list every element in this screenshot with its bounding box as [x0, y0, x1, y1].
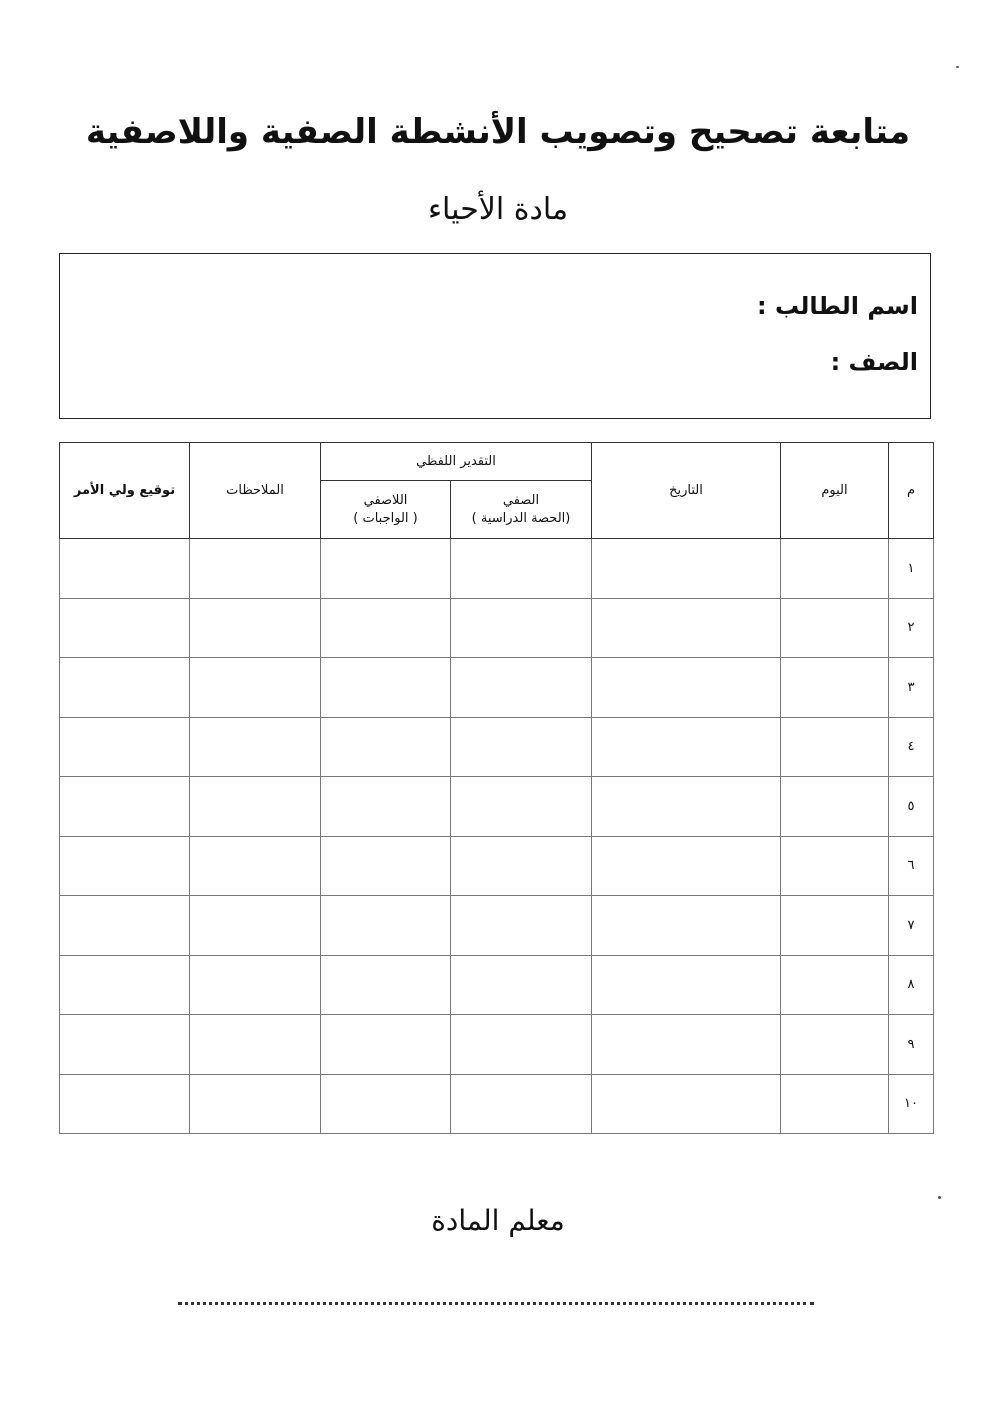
- day-cell[interactable]: [781, 1015, 889, 1075]
- day-cell[interactable]: [781, 717, 889, 777]
- row-index: ٧: [889, 896, 934, 956]
- header-date: التاريخ: [592, 443, 781, 539]
- in-class-cell[interactable]: [451, 777, 592, 837]
- notes-cell[interactable]: [190, 1074, 321, 1134]
- table-body: [60, 539, 934, 1134]
- scan-speck: [938, 1196, 941, 1199]
- teacher-label: معلم المادة: [431, 1204, 565, 1237]
- signature-cell[interactable]: [60, 896, 190, 956]
- signature-cell[interactable]: [60, 1074, 190, 1134]
- header-out-class-title: اللاصفي: [363, 492, 408, 508]
- date-cell[interactable]: [592, 896, 781, 956]
- header-verbal-grade: التقدير اللفظي: [321, 443, 592, 481]
- signature-cell[interactable]: [60, 955, 190, 1015]
- table-row: [60, 1074, 934, 1134]
- in-class-cell[interactable]: [451, 1015, 592, 1075]
- subject-heading: مادة الأحياء: [427, 192, 569, 227]
- table-row: [60, 1015, 934, 1075]
- notes-cell[interactable]: [190, 658, 321, 718]
- in-class-cell[interactable]: [451, 539, 592, 599]
- row-index: ٥: [889, 777, 934, 837]
- table-row: [60, 598, 934, 658]
- page-title: متابعة تصحيح وتصويب الأنشطة الصفية واللاصفية: [85, 112, 911, 152]
- header-guardian-signature: توقيع ولي الأمر: [60, 443, 190, 539]
- notes-cell[interactable]: [190, 836, 321, 896]
- table-row: [60, 717, 934, 777]
- header-day: اليوم: [781, 443, 889, 539]
- header-out-class: [321, 481, 451, 539]
- header-in-class-note: (الحصة الدراسية ): [471, 510, 571, 526]
- signature-cell[interactable]: [60, 598, 190, 658]
- table-row: [60, 836, 934, 896]
- table-row: [60, 777, 934, 837]
- student-name-label: اسم الطالب :: [756, 292, 918, 320]
- notes-cell[interactable]: [190, 598, 321, 658]
- row-index: ٣: [889, 658, 934, 718]
- in-class-cell[interactable]: [451, 717, 592, 777]
- day-cell[interactable]: [781, 539, 889, 599]
- in-class-cell[interactable]: [451, 896, 592, 956]
- signature-dotted-line: [178, 1290, 814, 1305]
- date-cell[interactable]: [592, 836, 781, 896]
- header-in-class-title: الصفي: [502, 492, 540, 508]
- table-row: [60, 955, 934, 1015]
- signature-cell[interactable]: [60, 539, 190, 599]
- in-class-cell[interactable]: [451, 658, 592, 718]
- day-cell[interactable]: [781, 896, 889, 956]
- header-notes: الملاحظات: [190, 443, 321, 539]
- out-class-cell[interactable]: [321, 955, 451, 1015]
- class-label: الصف :: [830, 348, 918, 376]
- day-cell[interactable]: [781, 836, 889, 896]
- notes-cell[interactable]: [190, 539, 321, 599]
- table-row: [60, 539, 934, 599]
- out-class-cell[interactable]: [321, 896, 451, 956]
- row-index: ٤: [889, 717, 934, 777]
- day-cell[interactable]: [781, 658, 889, 718]
- date-cell[interactable]: [592, 955, 781, 1015]
- table-row: [60, 658, 934, 718]
- row-index: ١: [889, 539, 934, 599]
- signature-cell[interactable]: [60, 717, 190, 777]
- out-class-cell[interactable]: [321, 1074, 451, 1134]
- row-index: ٢: [889, 598, 934, 658]
- scan-speck: [956, 66, 959, 68]
- out-class-cell[interactable]: [321, 717, 451, 777]
- row-index: ٦: [889, 836, 934, 896]
- date-cell[interactable]: [592, 777, 781, 837]
- follow-up-table: [59, 442, 934, 1134]
- signature-cell[interactable]: [60, 658, 190, 718]
- out-class-cell[interactable]: [321, 836, 451, 896]
- in-class-cell[interactable]: [451, 955, 592, 1015]
- notes-cell[interactable]: [190, 955, 321, 1015]
- notes-cell[interactable]: [190, 777, 321, 837]
- day-cell[interactable]: [781, 598, 889, 658]
- signature-cell[interactable]: [60, 836, 190, 896]
- row-index: ٩: [889, 1015, 934, 1075]
- notes-cell[interactable]: [190, 1015, 321, 1075]
- notes-cell[interactable]: [190, 717, 321, 777]
- row-index: ٨: [889, 955, 934, 1015]
- date-cell[interactable]: [592, 1074, 781, 1134]
- date-cell[interactable]: [592, 658, 781, 718]
- header-index: م: [889, 443, 934, 539]
- header-out-class-note: ( الواجبات ): [353, 510, 418, 526]
- out-class-cell[interactable]: [321, 598, 451, 658]
- date-cell[interactable]: [592, 717, 781, 777]
- student-info-box: [59, 253, 931, 419]
- table-row: [60, 896, 934, 956]
- signature-cell[interactable]: [60, 777, 190, 837]
- out-class-cell[interactable]: [321, 658, 451, 718]
- day-cell[interactable]: [781, 777, 889, 837]
- day-cell[interactable]: [781, 1074, 889, 1134]
- in-class-cell[interactable]: [451, 836, 592, 896]
- date-cell[interactable]: [592, 1015, 781, 1075]
- out-class-cell[interactable]: [321, 1015, 451, 1075]
- date-cell[interactable]: [592, 598, 781, 658]
- signature-cell[interactable]: [60, 1015, 190, 1075]
- out-class-cell[interactable]: [321, 539, 451, 599]
- date-cell[interactable]: [592, 539, 781, 599]
- row-index: ١٠: [889, 1074, 934, 1134]
- in-class-cell[interactable]: [451, 598, 592, 658]
- in-class-cell[interactable]: [451, 1074, 592, 1134]
- notes-cell[interactable]: [190, 896, 321, 956]
- day-cell[interactable]: [781, 955, 889, 1015]
- header-in-class: [451, 481, 592, 539]
- out-class-cell[interactable]: [321, 777, 451, 837]
